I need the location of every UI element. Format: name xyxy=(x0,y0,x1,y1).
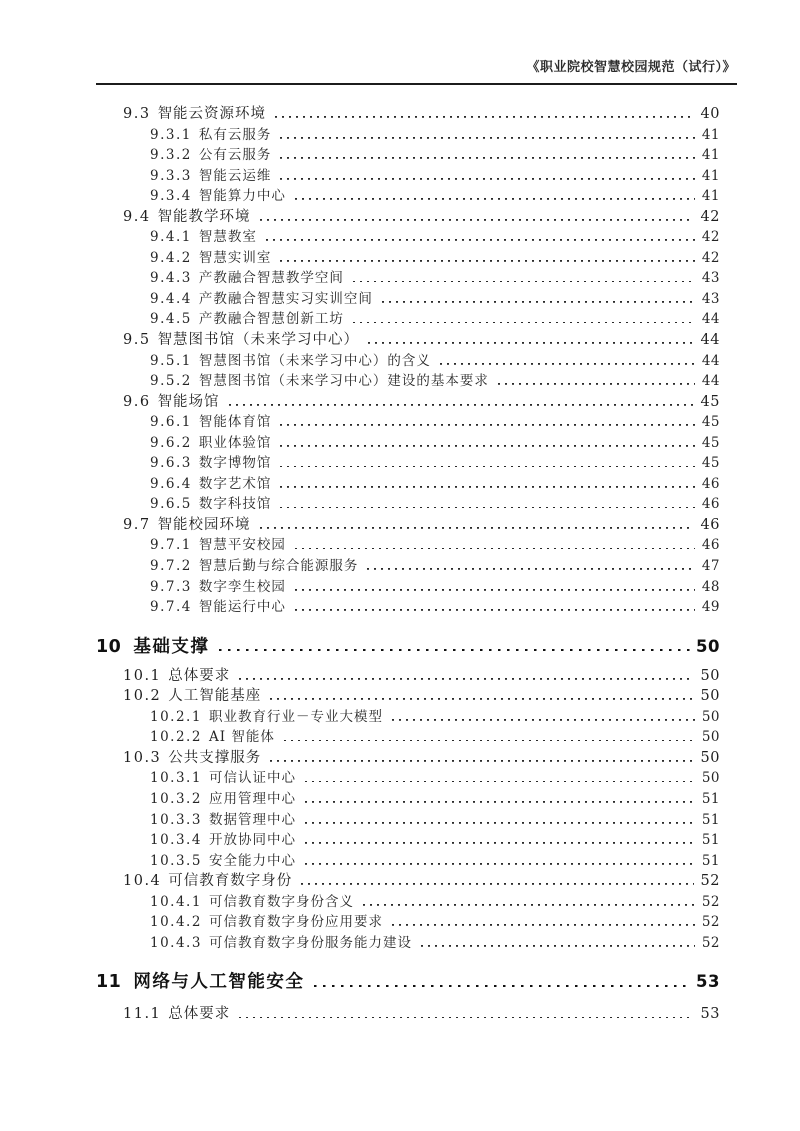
dot-leader xyxy=(295,545,695,549)
toc-entry-number: 11.1 xyxy=(123,1006,162,1023)
toc-entry-title: 职业体验馆 xyxy=(198,434,272,451)
toc-entry-title: 智慧教室 xyxy=(198,229,257,246)
toc-entry-title: 数字孪生校园 xyxy=(198,578,286,595)
toc-entry-title: 总体要求 xyxy=(168,1006,231,1023)
dot-leader xyxy=(270,696,693,700)
toc-entry xyxy=(96,892,720,913)
toc-entry xyxy=(96,515,720,536)
toc-entry-page: 41 xyxy=(701,188,720,205)
dot-leader xyxy=(368,340,693,344)
toc-entry-page: 51 xyxy=(701,852,720,869)
dot-leader xyxy=(440,361,695,365)
toc-entry-page: 41 xyxy=(701,147,720,164)
dot-leader xyxy=(392,922,695,926)
toc-entry xyxy=(96,186,720,207)
toc-entry xyxy=(96,912,720,933)
toc-entry-number: 9.4.4 xyxy=(150,290,192,307)
dot-leader xyxy=(392,717,695,721)
dot-leader xyxy=(498,381,695,385)
dot-leader xyxy=(219,647,690,652)
toc-entry xyxy=(96,830,720,851)
dot-leader xyxy=(295,607,695,611)
toc-entry-page: 42 xyxy=(701,229,720,246)
dot-leader xyxy=(305,840,695,844)
toc-entry-number: 10.3.2 xyxy=(150,790,202,807)
dot-leader xyxy=(305,778,695,782)
toc-entry xyxy=(96,309,720,330)
dot-leader xyxy=(280,463,694,467)
toc-entry-page: 43 xyxy=(701,290,720,307)
toc-entry-title: 开放协同中心 xyxy=(208,832,296,849)
dot-leader xyxy=(421,943,695,947)
dot-leader xyxy=(280,155,694,159)
toc-entry xyxy=(96,145,720,166)
toc-entry xyxy=(96,392,720,413)
toc-entry-page: 44 xyxy=(701,352,720,369)
toc-entry xyxy=(96,556,720,577)
toc-entry-title: 智能校园环境 xyxy=(157,516,251,533)
dot-leader xyxy=(284,737,695,741)
toc-entry-number: 10 xyxy=(96,636,122,657)
toc-entry-title: 公有云服务 xyxy=(198,147,272,164)
toc-entry xyxy=(96,535,720,556)
dot-leader xyxy=(239,676,693,680)
toc-entry xyxy=(96,227,720,248)
toc-entry-title: 智能场馆 xyxy=(157,393,220,410)
toc-entry-number: 9.6.2 xyxy=(150,434,192,451)
toc-entry xyxy=(96,666,720,687)
dot-leader xyxy=(260,217,694,221)
toc-entry-title: 智能云运维 xyxy=(198,167,272,184)
toc-entry-page: 42 xyxy=(701,249,720,266)
dot-leader xyxy=(275,114,693,118)
toc-entry-page: 47 xyxy=(701,558,720,575)
toc-entry-number: 11 xyxy=(96,972,122,993)
toc-entry-page: 50 xyxy=(696,636,720,656)
toc-entry-title: 产教融合智慧教学空间 xyxy=(198,270,344,287)
toc-entry-number: 10.3.1 xyxy=(150,770,202,787)
toc-entry-page: 42 xyxy=(700,208,720,225)
dot-leader xyxy=(270,758,693,762)
toc-entry-title: 网络与人工智能安全 xyxy=(133,972,305,993)
dot-leader xyxy=(280,258,694,262)
toc-entry-number: 10.2.1 xyxy=(150,708,202,725)
dot-leader xyxy=(280,484,694,488)
toc-entry-page: 45 xyxy=(701,414,720,431)
toc-entry xyxy=(96,412,720,433)
toc-entry-page: 41 xyxy=(701,126,720,143)
toc-entry-page: 50 xyxy=(701,729,720,746)
toc-list xyxy=(96,104,720,1025)
toc-entry-title: 可信教育数字身份服务能力建设 xyxy=(208,934,412,951)
toc-entry-page: 45 xyxy=(701,455,720,472)
toc-entry-title: 职业教育行业－专业大模型 xyxy=(208,708,383,725)
toc-entry xyxy=(96,351,720,372)
toc-entry-number: 9.3.1 xyxy=(150,126,192,143)
toc-entry xyxy=(96,1004,720,1025)
toc-entry xyxy=(96,268,720,289)
toc-entry-page: 51 xyxy=(701,790,720,807)
toc-entry xyxy=(96,453,720,474)
toc-entry-title: 基础支撑 xyxy=(133,636,210,657)
toc-entry-number: 9.4.1 xyxy=(150,229,192,246)
toc-entry-number: 9.4.5 xyxy=(150,311,192,328)
header-rule xyxy=(96,83,737,85)
dot-leader xyxy=(280,504,694,508)
toc-entry xyxy=(96,125,720,146)
toc-entry-number: 9.5 xyxy=(123,332,151,349)
toc-entry-number: 9.3.4 xyxy=(150,188,192,205)
toc-entry xyxy=(96,871,720,892)
toc-entry-page: 51 xyxy=(701,811,720,828)
toc-entry-title: 人工智能基座 xyxy=(168,688,262,705)
toc-entry xyxy=(96,851,720,872)
toc-entry-page: 48 xyxy=(701,578,720,595)
toc-entry-page: 46 xyxy=(701,496,720,513)
toc-entry xyxy=(96,330,720,351)
dot-leader xyxy=(280,176,694,180)
toc-entry-number: 10.4.3 xyxy=(150,934,202,951)
toc-entry-title: 智能教学环境 xyxy=(157,208,251,225)
dot-leader xyxy=(363,902,695,906)
toc-entry-number: 10.3.5 xyxy=(150,852,202,869)
dot-leader xyxy=(305,861,695,865)
toc-entry-page: 49 xyxy=(701,599,720,616)
toc-entry-number: 9.4 xyxy=(123,208,151,225)
toc-entry-title: 可信认证中心 xyxy=(208,770,296,787)
toc-entry-page: 45 xyxy=(700,393,720,410)
toc-entry-page: 51 xyxy=(701,832,720,849)
toc-entry-title: 总体要求 xyxy=(168,667,231,684)
toc-entry-number: 9.7.4 xyxy=(150,599,192,616)
toc-entry-number: 9.3 xyxy=(123,106,151,122)
dot-leader xyxy=(280,135,694,139)
toc-entry-page: 46 xyxy=(700,516,720,533)
toc-entry xyxy=(96,248,720,269)
dot-leader xyxy=(295,587,695,591)
toc-entry-title: 智慧图书馆（未来学习中心） xyxy=(157,332,360,349)
toc-entry-number: 9.7 xyxy=(123,516,151,533)
toc-entry-number: 9.6.3 xyxy=(150,455,192,472)
toc-entry-number: 10.2 xyxy=(123,688,162,705)
toc-entry-title: 可信教育数字身份应用要求 xyxy=(208,914,383,931)
toc-entry-number: 10.2.2 xyxy=(150,729,202,746)
dot-leader xyxy=(239,1014,693,1018)
toc-entry-title: 智能云资源环境 xyxy=(157,106,267,122)
dot-leader xyxy=(305,799,695,803)
dot-leader xyxy=(305,820,695,824)
toc-entry-title: 智能运行中心 xyxy=(198,599,286,616)
toc-entry-number: 9.5.2 xyxy=(150,373,192,390)
toc-entry xyxy=(96,969,720,995)
toc-entry xyxy=(96,371,720,392)
toc-entry-title: AI 智能体 xyxy=(208,729,275,746)
toc-entry-page: 52 xyxy=(701,914,720,931)
toc-entry-title: 智慧实训室 xyxy=(198,249,272,266)
toc-entry xyxy=(96,433,720,454)
toc-entry-number: 10.4.2 xyxy=(150,914,202,931)
toc-entry-title: 智慧图书馆（未来学习中心）建设的基本要求 xyxy=(198,373,489,390)
toc-entry-number: 9.7.1 xyxy=(150,537,192,554)
dot-leader xyxy=(260,525,694,529)
toc-entry-number: 9.7.3 xyxy=(150,578,192,595)
toc-entry xyxy=(96,748,720,769)
toc-entry-page: 53 xyxy=(700,1006,720,1023)
toc-entry xyxy=(96,768,720,789)
toc-entry xyxy=(96,933,720,954)
dot-leader xyxy=(382,299,695,303)
toc-entry-number: 9.6.4 xyxy=(150,475,192,492)
toc-entry-page: 50 xyxy=(700,688,720,705)
toc-entry-page: 45 xyxy=(701,434,720,451)
toc-entry xyxy=(96,686,720,707)
toc-entry xyxy=(96,727,720,748)
toc-entry xyxy=(96,166,720,187)
toc-entry-title: 数据管理中心 xyxy=(208,811,296,828)
toc-entry-page: 44 xyxy=(701,311,720,328)
toc-entry-title: 产教融合智慧创新工坊 xyxy=(198,311,344,328)
toc-entry-page: 52 xyxy=(701,893,720,910)
toc-entry-page: 50 xyxy=(701,708,720,725)
toc-entry-number: 9.5.1 xyxy=(150,352,192,369)
toc-entry-title: 产教融合智慧实习实训空间 xyxy=(198,290,373,307)
toc-entry-page: 44 xyxy=(700,332,720,349)
dot-leader xyxy=(367,566,694,570)
dot-leader xyxy=(280,443,694,447)
toc-entry-number: 10.3.3 xyxy=(150,811,202,828)
toc-entry-number: 9.6.1 xyxy=(150,414,192,431)
toc-entry xyxy=(96,577,720,598)
toc-entry-title: 数字艺术馆 xyxy=(198,475,272,492)
toc-entry xyxy=(96,494,720,515)
toc-entry-title: 智能算力中心 xyxy=(198,188,286,205)
dot-leader xyxy=(314,982,690,987)
toc-entry-title: 应用管理中心 xyxy=(208,790,296,807)
toc-entry-title: 数字博物馆 xyxy=(198,455,272,472)
toc-entry-page: 43 xyxy=(701,270,720,287)
toc-entry-title: 智能体育馆 xyxy=(198,414,272,431)
toc-entry-page: 52 xyxy=(701,934,720,951)
toc-entry-number: 10.4.1 xyxy=(150,893,202,910)
toc-entry-page: 50 xyxy=(701,770,720,787)
running-header: 《职业院校智慧校园规范（试行）》 xyxy=(526,60,736,75)
toc-entry-number: 9.3.2 xyxy=(150,147,192,164)
toc-entry xyxy=(96,207,720,228)
toc-entry-page: 53 xyxy=(696,972,720,992)
toc-entry-number: 9.7.2 xyxy=(150,558,192,575)
toc-entry-number: 10.3 xyxy=(123,749,162,766)
toc-entry-number: 10.4 xyxy=(123,873,162,890)
toc-entry-title: 安全能力中心 xyxy=(208,852,296,869)
dot-leader xyxy=(353,278,695,282)
toc-entry xyxy=(96,634,720,660)
toc-entry-number: 9.6.5 xyxy=(150,496,192,513)
toc-entry-page: 41 xyxy=(701,167,720,184)
toc-entry xyxy=(96,104,720,125)
toc-entry-number: 9.4.2 xyxy=(150,249,192,266)
toc-entry-page: 46 xyxy=(701,475,720,492)
dot-leader xyxy=(280,422,694,426)
toc-entry-page: 44 xyxy=(701,373,720,390)
toc-entry-number: 9.4.3 xyxy=(150,270,192,287)
toc-entry xyxy=(96,474,720,495)
dot-leader xyxy=(295,196,695,200)
toc-entry-number: 9.3.3 xyxy=(150,167,192,184)
toc-entry xyxy=(96,789,720,810)
toc-entry xyxy=(96,597,720,618)
toc-entry xyxy=(96,289,720,310)
toc-entry xyxy=(96,810,720,831)
toc-entry-page: 50 xyxy=(700,667,720,684)
toc-entry xyxy=(96,707,720,728)
toc-entry-title: 智慧平安校园 xyxy=(198,537,286,554)
dot-leader xyxy=(229,402,694,406)
dot-leader xyxy=(353,319,695,323)
toc-entry-title: 可信教育数字身份 xyxy=(168,873,293,890)
toc-entry-number: 10.1 xyxy=(123,667,162,684)
toc-entry-title: 私有云服务 xyxy=(198,126,272,143)
toc-entry-page: 46 xyxy=(701,537,720,554)
toc-entry-title: 公共支撑服务 xyxy=(168,749,262,766)
toc-entry-page: 52 xyxy=(700,873,720,890)
dot-leader xyxy=(266,237,695,241)
dot-leader xyxy=(301,881,693,885)
toc-entry-title: 智慧图书馆（未来学习中心）的含义 xyxy=(198,352,431,369)
toc-entry-number: 10.3.4 xyxy=(150,832,202,849)
toc-entry-title: 智慧后勤与综合能源服务 xyxy=(198,558,359,575)
toc-entry-page: 50 xyxy=(700,749,720,766)
toc-entry-title: 数字科技馆 xyxy=(198,496,272,513)
toc-entry-number: 9.6 xyxy=(123,393,151,410)
toc-entry-page: 40 xyxy=(700,106,720,122)
toc-entry-title: 可信教育数字身份含义 xyxy=(208,893,354,910)
